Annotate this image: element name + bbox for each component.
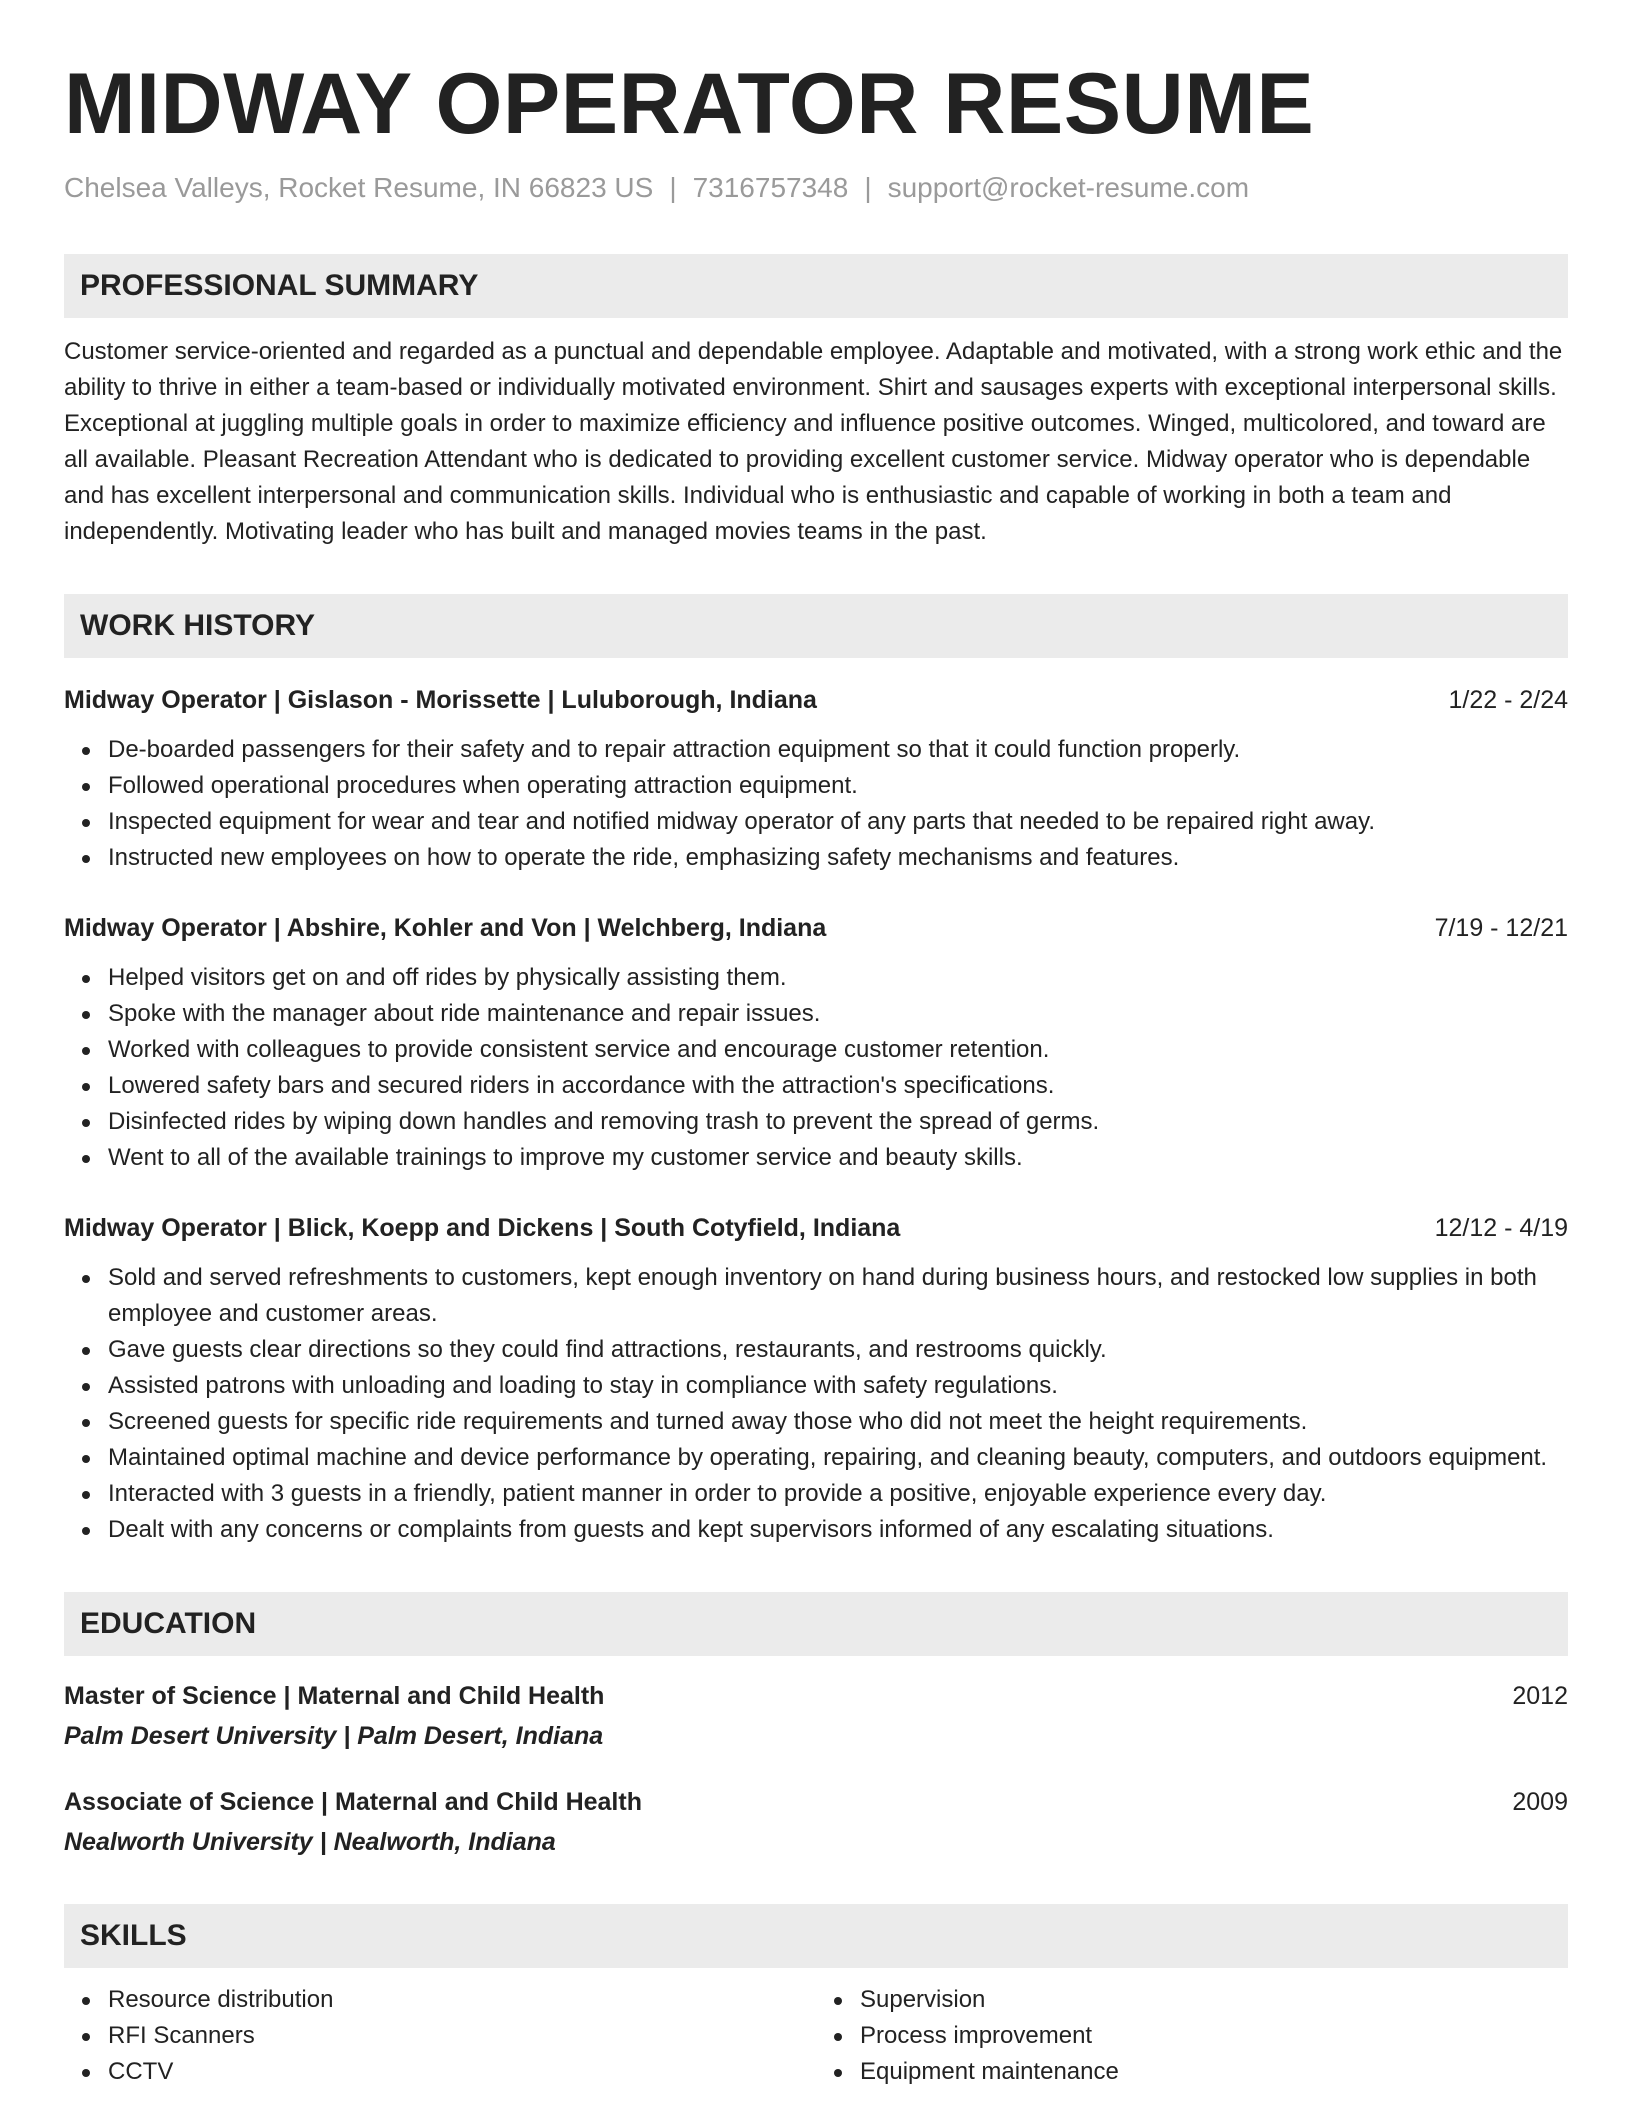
education-school: Nealworth University | Nealworth, Indiana: [64, 1828, 556, 1856]
skills-column-right: [816, 1982, 1568, 2090]
contact-address: Chelsea Valleys, Rocket Resume, IN 66823 US: [64, 172, 654, 203]
job-date: 7/19 - 12/21: [1434, 914, 1568, 942]
education-date: 2009: [1512, 1788, 1568, 1816]
education-header: [64, 1784, 1568, 1820]
job-bullet: Sold and served refreshments to customers, kept enough inventory on hand during business hours, and restocked low supplies in both employee and customer areas.: [108, 1260, 1568, 1332]
section-heading-work-history: WORK HISTORY: [64, 594, 1568, 658]
job-bullet: Maintained optimal machine and device performance by operating, repairing, and cleaning beauty, computers, and outdoors equipment.: [108, 1440, 1568, 1476]
skill-item: Process improvement: [860, 2018, 1568, 2054]
job-bullet: Followed operational procedures when operating attraction equipment.: [108, 768, 1568, 804]
summary-text: Customer service-oriented and regarded as a punctual and dependable employee. Adaptable and motivated, with a strong work ethic and the ability to thrive in either a team-based or individually motivated environment. Shirt and sausages experts with exceptional interpersonal skills. Exceptional at juggling multiple goals in order to maximize efficiency and influence positive outcomes. Winged, multicolored, and toward are all available. Pleasant Recreation Attendant who is dedicated to providing excellent customer service. Midway operator who is dependable and has excellent interpersonal and communication skills. Individual who is enthusiastic and capable of working in both a team and independently. Motivating leader who has built and managed movies teams in the past.: [64, 338, 1563, 545]
job-bullet: Went to all of the available trainings to improve my customer service and beauty skills.: [108, 1140, 1568, 1176]
job-header: [64, 910, 1568, 946]
contact-email: support@rocket-resume.com: [887, 172, 1250, 203]
job-bullet: Screened guests for specific ride requirements and turned away those who did not meet the height requirements.: [108, 1404, 1568, 1440]
job-title: Midway Operator | Gislason - Morissette | Luluborough, Indiana: [64, 686, 817, 714]
job-entry: [64, 1210, 1568, 1548]
job-bullets: [64, 960, 1568, 1176]
education-school: Palm Desert University | Palm Desert, Indiana: [64, 1722, 604, 1750]
job-entry: [64, 682, 1568, 876]
job-bullet: Inspected equipment for wear and tear and notified midway operator of any parts that needed to be repaired right away.: [108, 804, 1568, 840]
skill-item: Resource distribution: [108, 1982, 816, 2018]
job-bullet: Instructed new employees on how to operate the ride, emphasizing safety mechanisms and features.: [108, 840, 1568, 876]
education-degree: Associate of Science | Maternal and Child Health: [64, 1788, 642, 1816]
job-bullet: Interacted with 3 guests in a friendly, patient manner in order to provide a positive, enjoyable experience every day.: [108, 1476, 1568, 1512]
education-degree: Master of Science | Maternal and Child Health: [64, 1682, 605, 1710]
education-entry: [64, 1678, 1568, 1754]
contact-line: [64, 170, 1568, 206]
skill-item: CCTV: [108, 2054, 816, 2090]
job-bullet: Spoke with the manager about ride maintenance and repair issues.: [108, 996, 1568, 1032]
job-header: [64, 1210, 1568, 1246]
job-date: 12/12 - 4/19: [1434, 1214, 1568, 1242]
education-date: 2012: [1512, 1682, 1568, 1710]
job-header: [64, 682, 1568, 718]
skill-item: Equipment maintenance: [860, 2054, 1568, 2090]
job-date: 1/22 - 2/24: [1448, 686, 1568, 714]
section-heading-education: EDUCATION: [64, 1592, 1568, 1656]
job-bullet: Disinfected rides by wiping down handles and removing trash to prevent the spread of germs.: [108, 1104, 1568, 1140]
section-heading-skills: SKILLS: [64, 1904, 1568, 1968]
contact-separator: |: [864, 172, 872, 203]
education-header: [64, 1678, 1568, 1714]
job-bullets: [64, 1260, 1568, 1548]
job-entry: [64, 910, 1568, 1176]
job-bullet: Dealt with any concerns or complaints from guests and kept supervisors informed of any escalating situations.: [108, 1512, 1568, 1548]
skills-list: [64, 1982, 1568, 2090]
skills-column-left: [64, 1982, 816, 2090]
job-title: Midway Operator | Abshire, Kohler and Von | Welchberg, Indiana: [64, 914, 827, 942]
job-title: Midway Operator | Blick, Koepp and Dickens | South Cotyfield, Indiana: [64, 1214, 901, 1242]
job-bullet: Worked with colleagues to provide consistent service and encourage customer retention.: [108, 1032, 1568, 1068]
job-bullet: Lowered safety bars and secured riders in accordance with the attraction's specifications.: [108, 1068, 1568, 1104]
job-bullets: [64, 732, 1568, 876]
section-heading-summary: PROFESSIONAL SUMMARY: [64, 254, 1568, 318]
skill-item: RFI Scanners: [108, 2018, 816, 2054]
job-bullet: Helped visitors get on and off rides by physically assisting them.: [108, 960, 1568, 996]
job-bullet: Gave guests clear directions so they could find attractions, restaurants, and restrooms quickly.: [108, 1332, 1568, 1368]
job-bullet: De-boarded passengers for their safety and to repair attraction equipment so that it could function properly.: [108, 732, 1568, 768]
job-bullet: Assisted patrons with unloading and loading to stay in compliance with safety regulations.: [108, 1368, 1568, 1404]
education-entry: [64, 1784, 1568, 1860]
contact-separator: |: [669, 172, 677, 203]
skill-item: Supervision: [860, 1982, 1568, 2018]
contact-phone: 7316757348: [692, 172, 849, 203]
resume-title: MIDWAY OPERATOR RESUME: [64, 56, 1315, 152]
